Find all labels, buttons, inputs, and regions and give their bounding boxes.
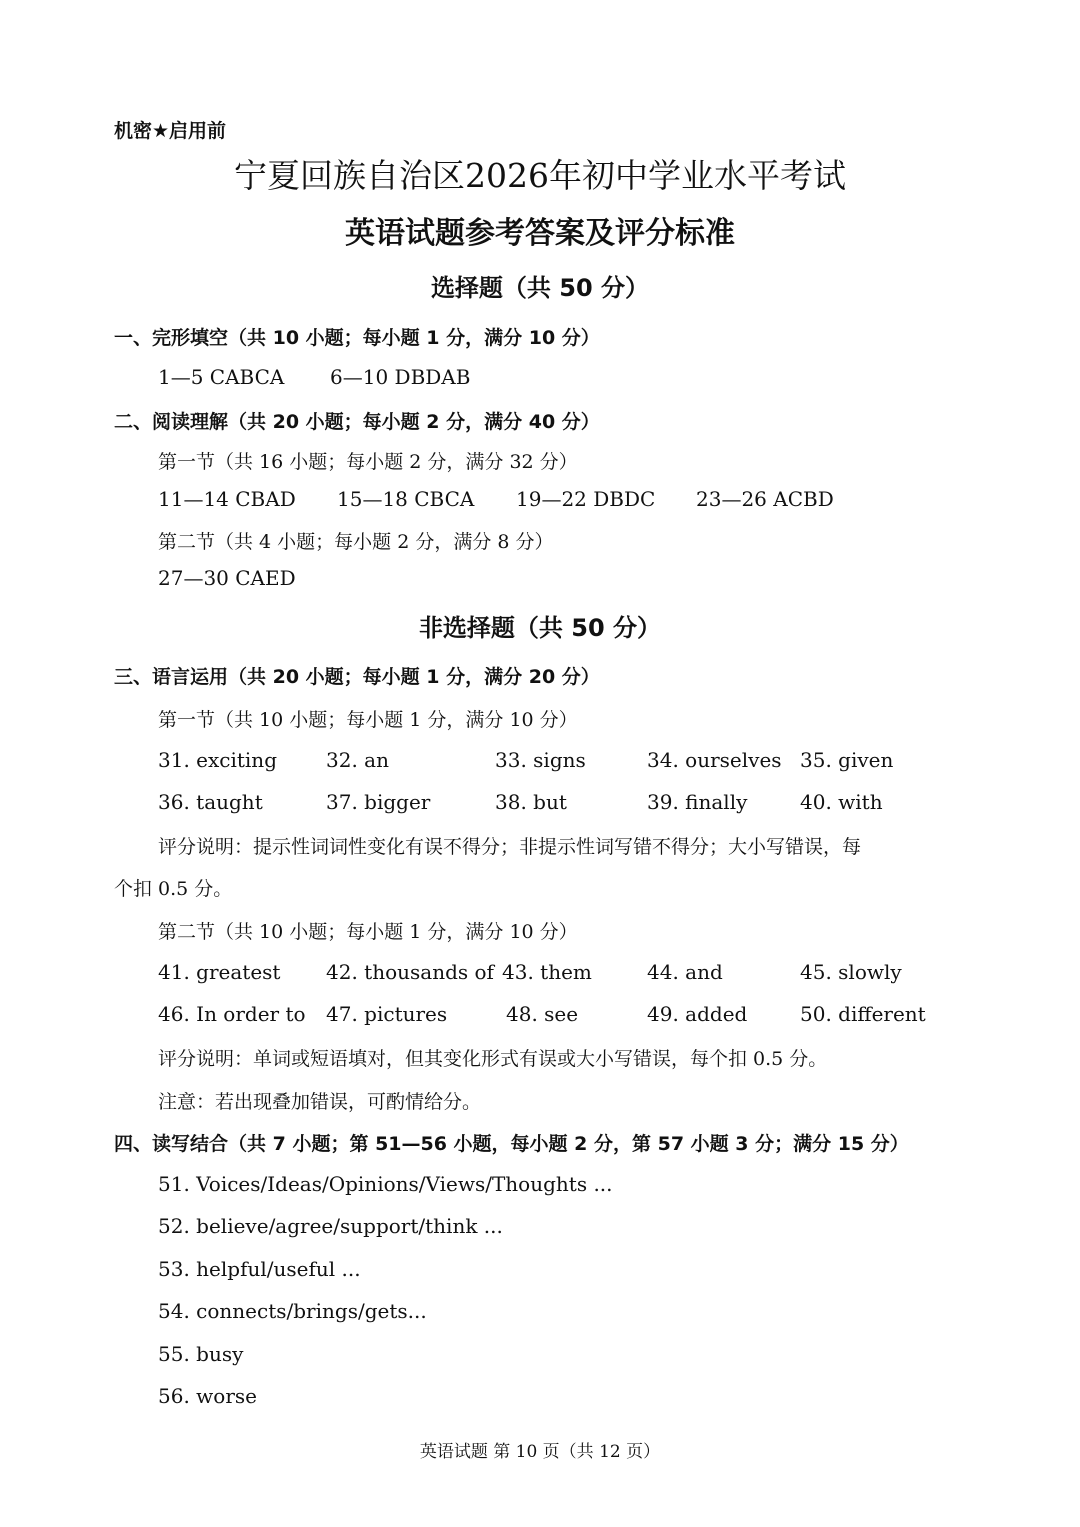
- answer-53: 53. helpful/useful ...: [158, 1257, 361, 1281]
- exam-title: 宁夏回族自治区2026年初中学业水平考试: [234, 156, 846, 195]
- answer-27-30: 27—30 CAED: [158, 566, 296, 590]
- answer-36: 36. taught: [158, 790, 263, 814]
- section-1-title: 一、完形填空（共 10 小题；每小题 1 分，满分 10 分）: [114, 327, 600, 349]
- answer-45: 45. slowly: [800, 960, 902, 984]
- answer-55: 55. busy: [158, 1342, 244, 1366]
- answer-1-5: 1—5 CABCA: [158, 365, 285, 389]
- answer-48: 48. see: [506, 1002, 579, 1026]
- answer-42: 42. thousands of: [326, 960, 494, 984]
- answer-51: 51. Voices/Ideas/Opinions/Views/Thoughts ...: [158, 1172, 613, 1196]
- section-heading-nonchoice: 非选择题（共 50 分）: [418, 614, 662, 642]
- answer-35: 35. given: [800, 748, 894, 772]
- answer-44: 44. and: [647, 960, 723, 984]
- attention-note: 注意：若出现叠加错误，可酌情给分。: [158, 1091, 482, 1113]
- answer-56: 56. worse: [158, 1384, 257, 1408]
- confidential-mark: 机密★启用前: [114, 120, 227, 142]
- scoring-note-1-line-2: 个扣 0.5 分。: [114, 878, 233, 900]
- section-3-part-1: 第一节（共 10 小题；每小题 1 分，满分 10 分）: [158, 709, 578, 731]
- answer-6-10: 6—10 DBDAB: [330, 365, 471, 389]
- answer-33: 33. signs: [495, 748, 586, 772]
- answer-19-22: 19—22 DBDC: [516, 487, 656, 511]
- answer-15-18: 15—18 CBCA: [337, 487, 475, 511]
- answer-50: 50. different: [800, 1002, 926, 1026]
- answer-54: 54. connects/brings/gets...: [158, 1299, 427, 1323]
- answer-38: 38. but: [495, 790, 567, 814]
- answer-39: 39. finally: [647, 790, 748, 814]
- answer-31: 31. exciting: [158, 748, 277, 772]
- section-heading-choice: 选择题（共 50 分）: [430, 274, 650, 302]
- answer-41: 41. greatest: [158, 960, 281, 984]
- section-3-title: 三、语言运用（共 20 小题；每小题 1 分，满分 20 分）: [114, 666, 600, 688]
- answer-34: 34. ourselves: [647, 748, 782, 772]
- answer-32: 32. an: [326, 748, 389, 772]
- page-footer: 英语试题 第 10 页（共 12 页）: [419, 1442, 661, 1462]
- answer-37: 37. bigger: [326, 790, 431, 814]
- section-2-part-1: 第一节（共 16 小题；每小题 2 分，满分 32 分）: [158, 451, 578, 473]
- section-2-part-2: 第二节（共 4 小题；每小题 2 分，满分 8 分）: [158, 531, 554, 553]
- answer-40: 40. with: [800, 790, 883, 814]
- answer-49: 49. added: [647, 1002, 748, 1026]
- answer-46: 46. In order to: [158, 1002, 306, 1026]
- answer-11-14: 11—14 CBAD: [158, 487, 296, 511]
- scoring-note-1-line-1: 评分说明：提示性词词性变化有误不得分；非提示性词写错不得分；大小写错误，每: [158, 836, 862, 858]
- answer-43: 43. them: [502, 960, 592, 984]
- answer-47: 47. pictures: [326, 1002, 448, 1026]
- scoring-note-2: 评分说明：单词或短语填对，但其变化形式有误或大小写错误，每个扣 0.5 分。: [158, 1048, 828, 1070]
- section-4-title: 四、读写结合（共 7 小题；第 51—56 小题，每小题 2 分，第 57 小题 3 分；满分 15 分）: [114, 1133, 909, 1155]
- answer-52: 52. believe/agree/support/think ...: [158, 1214, 503, 1238]
- answer-23-26: 23—26 ACBD: [696, 487, 834, 511]
- section-2-title: 二、阅读理解（共 20 小题；每小题 2 分，满分 40 分）: [114, 411, 600, 433]
- exam-subtitle: 英语试题参考答案及评分标准: [345, 216, 735, 251]
- section-3-part-2: 第二节（共 10 小题；每小题 1 分，满分 10 分）: [158, 921, 578, 943]
